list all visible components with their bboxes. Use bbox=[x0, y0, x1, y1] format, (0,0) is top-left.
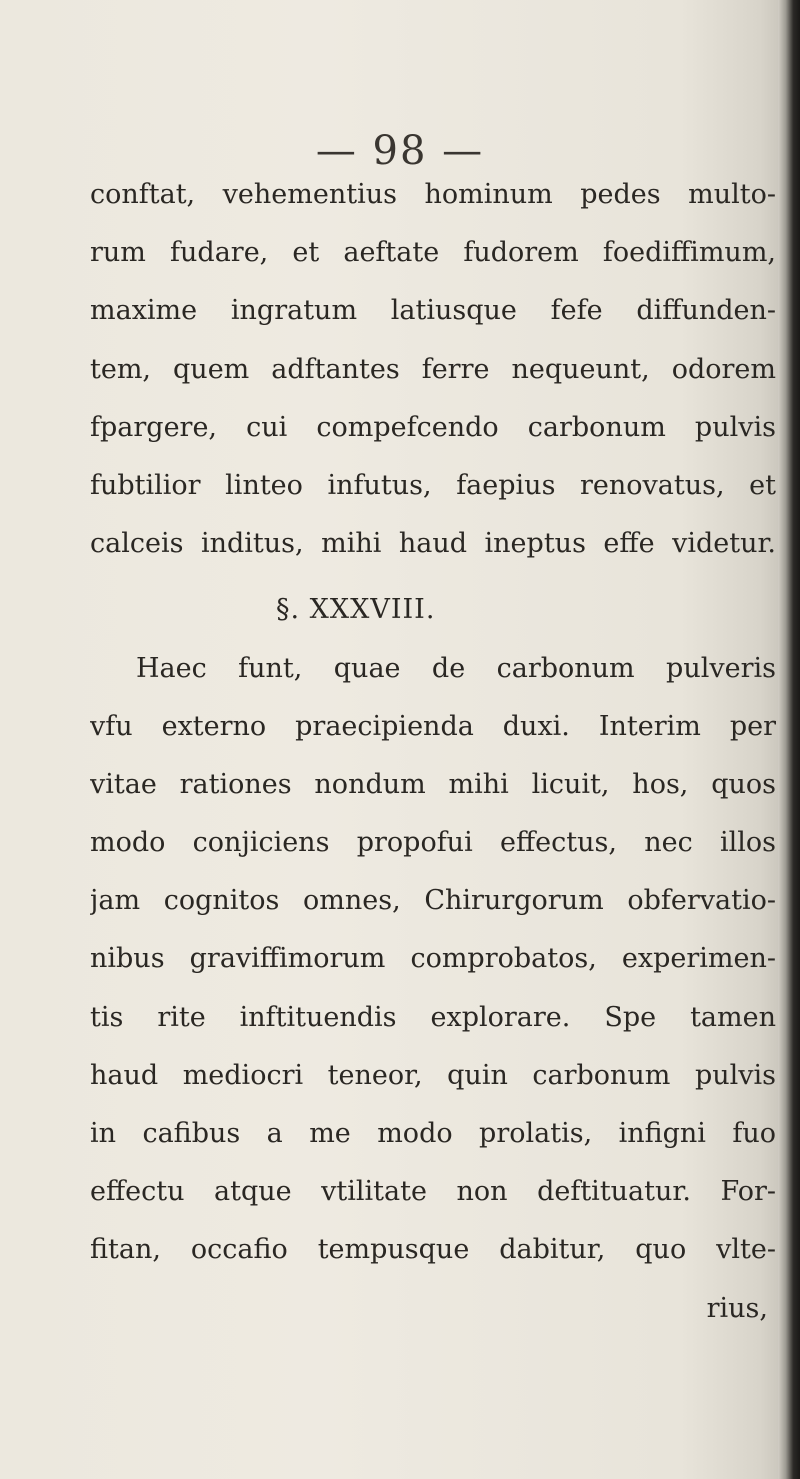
catchword: rius, bbox=[706, 1292, 768, 1324]
text-line: fubtilior linteo infutus, faepius renovatus, et bbox=[90, 469, 776, 501]
text-line: jam cognitos omnes, Chirurgorum obfervatio- bbox=[90, 885, 776, 917]
text-line: conftat, vehementius hominum pedes multo- bbox=[90, 179, 776, 210]
page-number-header: — 98 — bbox=[315, 128, 485, 174]
text-line: maxime ingratum latiusque fefe diffunden- bbox=[90, 295, 776, 327]
text-line: Haec funt, quae de carbonum pulveris bbox=[136, 652, 776, 684]
text-line: in cafibus a me modo prolatis, infigni fuo bbox=[90, 1118, 776, 1149]
main-text bbox=[90, 166, 776, 1338]
text-line: haud mediocri teneor, quin carbonum pulvis bbox=[90, 1059, 776, 1091]
text-line: vfu externo praecipienda duxi. Interim per bbox=[90, 710, 776, 742]
text-line: fpargere, cui compefcendo carbonum pulvis bbox=[90, 411, 776, 443]
text-line: effectu atque vtilitate non deftituatur. For- bbox=[90, 1176, 776, 1208]
binding-edge bbox=[778, 0, 800, 1479]
text-line: fitan, occafio tempusque dabitur, quo vlte- bbox=[90, 1234, 776, 1266]
text-line: modo conjiciens propofui effectus, nec illos bbox=[90, 827, 776, 859]
text-line: vitae rationes nondum mihi licuit, hos, quos bbox=[90, 768, 776, 800]
text-line: tem, quem adftantes ferre nequeunt, odorem bbox=[90, 353, 776, 385]
text-line: calceis inditus, mihi haud ineptus effe videtur. bbox=[90, 528, 776, 560]
text-line: nibus graviffimorum comprobatos, experimen- bbox=[90, 943, 776, 975]
text-line: rum fudare, et aeftate fudorem foediffimum, bbox=[90, 237, 776, 269]
section-heading: §. XXXVIII. bbox=[276, 594, 436, 626]
text-line: tis rite inftituendis explorare. Spe tamen bbox=[90, 1001, 776, 1033]
